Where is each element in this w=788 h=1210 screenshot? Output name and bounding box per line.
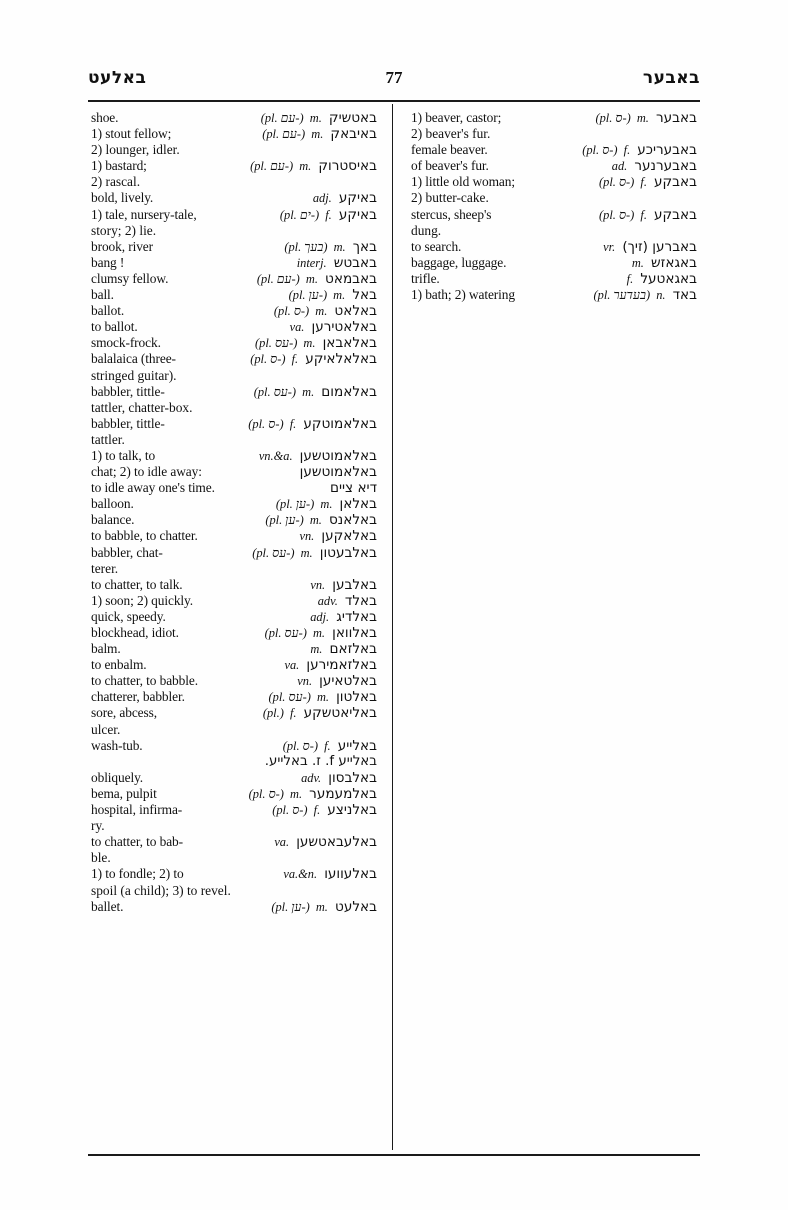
dictionary-entry <box>91 512 377 528</box>
entry-continuation: story; 2) lie. <box>91 222 157 238</box>
entry-headword-group <box>261 110 377 126</box>
entry-headword-group <box>310 577 377 593</box>
dictionary-entry <box>91 738 377 754</box>
entry-part-of-speech: f. <box>640 175 651 190</box>
entry-definition: to ballot. <box>91 319 138 335</box>
entry-definition: balloon. <box>91 496 134 512</box>
dictionary-entry <box>91 705 377 721</box>
entry-definition: wash-tub. <box>91 737 143 753</box>
entry-plural-note: (pl. ען-) <box>271 899 313 914</box>
entry-headword-group <box>265 512 377 528</box>
entry-part-of-speech: va. <box>289 320 308 335</box>
entry-plural-note: (pl. ס-) <box>272 803 311 818</box>
entry-headword-hebrew: באלאמום <box>321 383 377 400</box>
dictionary-entry <box>91 625 377 641</box>
dictionary-entry <box>91 673 377 689</box>
header-left-headword: באלעט <box>88 68 147 88</box>
entry-headword-group <box>284 657 377 673</box>
entry-headword-hebrew: באך <box>352 238 377 255</box>
entry-part-of-speech: va. <box>284 658 303 673</box>
entry-definition: sore, abcess, <box>91 705 157 721</box>
entry-part-of-speech: vr. <box>603 239 619 254</box>
entry-definition: female beaver. <box>411 142 488 158</box>
entry-headword-group <box>269 689 377 705</box>
entry-headword-hebrew: באבקע <box>654 174 697 191</box>
page-number: 77 <box>385 68 403 87</box>
entry-part-of-speech: m. <box>311 127 327 142</box>
entry-definition: to babble, to chatter. <box>91 528 198 544</box>
entry-part-of-speech: m. <box>303 336 319 351</box>
entry-part-of-speech: n. <box>656 288 669 303</box>
entry-definition: blockhead, idiot. <box>91 625 179 640</box>
entry-part-of-speech: m. <box>299 159 315 174</box>
entry-headword-group <box>271 899 377 915</box>
entry-headword-group <box>289 287 377 303</box>
entry-part-of-speech: f. <box>289 416 300 431</box>
dictionary-entry <box>91 384 377 400</box>
entry-part-of-speech: f. <box>640 207 651 222</box>
entry-continuation: tattler. <box>91 431 125 447</box>
entry-headword-hebrew: באלוואן <box>332 625 377 641</box>
entry-headword-hebrew: באלמעמער <box>309 785 377 802</box>
dictionary-entry <box>91 689 377 705</box>
dictionary-entry <box>91 190 377 206</box>
entry-headword-hebrew: באלייע <box>337 737 377 754</box>
dictionary-entry <box>91 255 377 271</box>
right-column <box>408 110 700 1150</box>
entry-headword-group <box>276 496 377 512</box>
entry-plural-note: (pl. ים-) <box>279 207 323 222</box>
entry-headword-group <box>297 673 377 689</box>
entry-continuation: 2) lounger, idler. <box>91 142 180 158</box>
dictionary-entry <box>91 866 377 882</box>
dictionary-entry <box>91 593 377 609</box>
entry-definition: ball. <box>91 287 114 303</box>
entry-headword-hebrew: באלזאם <box>329 641 377 658</box>
entry-part-of-speech: adj. <box>312 191 335 206</box>
dictionary-entry <box>411 239 697 255</box>
top-rule <box>88 100 700 102</box>
entry-headword-hebrew: באלעבאטשען <box>296 834 377 851</box>
entry-part-of-speech: m. <box>315 304 331 319</box>
entry-part-of-speech: m. <box>300 545 316 560</box>
entry-part-of-speech: m. <box>290 786 306 801</box>
entry-definition: bema, pulpit <box>91 785 157 801</box>
entry-part-of-speech: ad. <box>611 159 631 174</box>
entry-part-of-speech: f. <box>313 803 324 818</box>
entry-headword-group <box>272 802 377 818</box>
dictionary-entry <box>91 271 377 287</box>
entry-part-of-speech: adv. <box>317 593 341 608</box>
entry-part-of-speech: f. <box>324 738 334 753</box>
entry-part-of-speech: m. <box>333 239 349 254</box>
entry-headword-group <box>310 641 377 657</box>
header-right-headword: באבער <box>642 68 700 88</box>
entry-headword-hebrew: באלאמוטשען <box>299 464 377 481</box>
entry-part-of-speech: m. <box>302 384 318 399</box>
entry-headword-group <box>301 770 377 786</box>
page-header <box>88 68 700 94</box>
entry-headword-hebrew: באברען (זיך) <box>622 238 697 255</box>
entry-part-of-speech: vn. <box>297 674 316 689</box>
entry-headword-hebrew: באלניצע <box>327 802 377 819</box>
entry-headword-group <box>299 528 377 544</box>
entry-definition: to chatter, to bab- <box>91 834 184 850</box>
entry-headword-hebrew: באלעוועו <box>324 866 377 883</box>
entry-definition: 1) bastard; <box>91 158 147 174</box>
entry-headword-hebrew: באבקע <box>654 206 697 223</box>
entry-definition: baggage, luggage. <box>411 254 507 270</box>
entry-continuation: stringed guitar). <box>91 367 177 383</box>
entry-definition: quick, speedy. <box>91 608 166 624</box>
entry-headword-group <box>326 480 377 496</box>
entry-definition: smock-frock. <box>91 335 161 351</box>
entry-definition: babbler, chat- <box>91 544 163 560</box>
entry-headword-hebrew: באבער <box>656 110 697 126</box>
entry-headword-group <box>274 834 377 850</box>
entry-continuation: terer. <box>91 560 119 576</box>
entry-continuation: ble. <box>91 850 111 866</box>
entry-definition: stercus, sheep's <box>411 206 492 222</box>
dictionary-entry <box>91 448 377 464</box>
entry-headword-group <box>603 239 697 255</box>
entry-definition: shoe. <box>91 110 119 125</box>
entry-headword-hebrew: באיסטרוק <box>318 158 377 175</box>
entry-headword-group <box>250 158 377 174</box>
entry-continuation: ulcer. <box>91 721 121 737</box>
entry-headword-hebrew: באלבעטון <box>319 544 377 561</box>
entry-headword-hebrew: באלאקען <box>321 528 377 545</box>
entry-part-of-speech: f. <box>325 207 335 222</box>
entry-definition: bang ! <box>91 254 125 270</box>
entry-part-of-speech: m. <box>312 626 329 640</box>
entry-headword-hebrew: באלאטירען <box>311 319 377 336</box>
entry-headword-hebrew: באלטון <box>336 689 377 706</box>
entry-part-of-speech: adv. <box>301 770 325 785</box>
entry-plural-note: (pl. ס-) <box>599 207 638 222</box>
columns-container <box>88 110 700 1150</box>
bottom-rule <box>88 1154 700 1156</box>
entry-plural-note: (pl. עם-) <box>260 111 307 125</box>
entry-plural-note: (pl. עס-) <box>253 384 300 399</box>
entry-plural-note: (pl. עם-) <box>256 271 303 286</box>
entry-part-of-speech: vn. <box>299 529 318 544</box>
entry-headword-hebrew: באבטש <box>333 254 377 271</box>
cross-reference-line: באלייע f. ז. באלייע. <box>264 753 377 769</box>
entry-headword-hebrew: באלטאיען <box>319 673 377 690</box>
entry-headword-group <box>582 142 697 158</box>
entry-plural-note: (pl. ס-) <box>273 304 313 319</box>
entry-headword-hebrew: באלעט <box>335 898 377 915</box>
entry-headword-hebrew: באד <box>672 287 697 304</box>
entry-headword-group <box>284 239 377 255</box>
entry-definition: brook, river <box>91 238 154 254</box>
entry-definition: to enbalm. <box>91 657 147 673</box>
entry-headword-hebrew: באלדיג <box>336 608 377 625</box>
entry-definition: babbler, tittle- <box>91 383 165 399</box>
entry-continuation: dung. <box>411 222 442 238</box>
entry-plural-note: (pl. ס-) <box>250 352 289 367</box>
entry-definition: ballet. <box>91 898 124 914</box>
entry-headword-group <box>283 866 377 882</box>
entry-headword-hebrew: באל <box>352 287 377 304</box>
dictionary-entry <box>91 351 377 367</box>
entry-headword-group <box>262 126 377 142</box>
entry-plural-note: (pl. ס-) <box>595 111 634 125</box>
entry-part-of-speech: m. <box>333 288 349 303</box>
entry-continuation: tattler, chatter-box. <box>91 399 193 415</box>
dictionary-entry <box>91 416 377 432</box>
entry-part-of-speech: m. <box>309 111 325 125</box>
entry-headword-hebrew: באגאטעל <box>640 270 697 287</box>
entry-part-of-speech: f. <box>623 143 634 158</box>
entry-definition: to chatter, to talk. <box>91 576 183 592</box>
entry-definition: balance. <box>91 512 135 528</box>
entry-headword-group <box>599 207 697 223</box>
dictionary-entry <box>411 207 697 223</box>
entry-continuation: 2) rascal. <box>91 174 141 190</box>
entry-definition: obliquely. <box>91 769 144 785</box>
dictionary-entry <box>91 786 377 802</box>
entry-plural-note: (pl. עס-) <box>264 626 310 640</box>
entry-plural-note: (pl.) <box>262 706 287 721</box>
entry-part-of-speech: vn. <box>310 577 329 592</box>
entry-headword-group <box>290 319 377 335</box>
entry-continuation: 2) butter-cake. <box>411 190 489 206</box>
entry-headword-group <box>599 174 697 190</box>
entry-headword-hebrew: באבמאט <box>325 270 377 287</box>
dictionary-entry <box>91 657 377 673</box>
entry-plural-note: (pl. עס-) <box>268 690 314 705</box>
entry-headword-hebrew: באלאמוטקע <box>303 415 377 432</box>
dictionary-entry <box>91 641 377 657</box>
entry-part-of-speech: m. <box>309 513 325 528</box>
dictionary-entry <box>411 158 697 174</box>
entry-plural-note: (pl. בעדער) <box>593 288 654 303</box>
entry-headword-group <box>318 593 377 609</box>
dictionary-entry <box>91 899 377 915</box>
entry-definition: balm. <box>91 641 121 657</box>
entry-plural-note: (pl. ען-) <box>275 497 318 512</box>
entry-definition: bold, lively. <box>91 190 154 206</box>
entry-headword-group <box>627 271 697 287</box>
entry-headword-group <box>594 287 697 303</box>
entry-part-of-speech: f. <box>291 352 302 367</box>
dictionary-entry <box>411 174 697 190</box>
dictionary-entry <box>411 110 697 126</box>
entry-plural-note: (pl. עם-) <box>262 127 309 142</box>
entry-headword-hebrew: באלבען <box>332 576 377 593</box>
entry-definition: to idle away one's time. <box>91 480 215 496</box>
entry-part-of-speech: m. <box>636 111 652 125</box>
entry-continuation: spoil (a child); 3) to revel. <box>91 882 231 898</box>
entry-definition: 1) beaver, castor; <box>411 110 502 125</box>
entry-plural-note: (pl. ס-) <box>248 786 287 801</box>
entry-part-of-speech: f. <box>626 271 637 286</box>
dictionary-entry <box>91 770 377 786</box>
entry-headword-hebrew: באגאזש <box>651 254 697 271</box>
entry-definition: to chatter, to babble. <box>91 673 198 689</box>
entry-plural-note: (pl. ס-) <box>248 416 287 431</box>
dictionary-entry <box>411 271 697 287</box>
dictionary-entry <box>91 834 377 850</box>
dictionary-entry <box>91 303 377 319</box>
dictionary-entry <box>91 528 377 544</box>
entry-headword-hebrew: באלבסון <box>328 769 377 786</box>
entry-headword-group <box>249 786 377 802</box>
dictionary-entry <box>91 126 377 142</box>
dictionary-entry <box>91 239 377 255</box>
dictionary-entry <box>91 609 377 625</box>
entry-headword-group <box>274 303 377 319</box>
entry-headword-group <box>250 351 377 367</box>
entry-continuation: ry. <box>91 818 105 834</box>
entry-definition: hospital, infirma- <box>91 802 183 818</box>
entry-plural-note: (pl. ס-) <box>599 175 638 190</box>
entry-headword-hebrew: באלאלאיקע <box>305 351 377 368</box>
entry-plural-note: (pl. עס-) <box>255 336 301 351</box>
entry-definition: to search. <box>411 238 462 254</box>
entry-part-of-speech: adj. <box>310 609 333 624</box>
entry-headword-group <box>255 335 377 351</box>
entry-definition: ballot. <box>91 303 125 319</box>
dictionary-entry <box>91 335 377 351</box>
entry-plural-note: (pl. ען-) <box>288 288 331 303</box>
entry-plural-note: (pl. עס-) <box>252 545 298 560</box>
entry-plural-note: (pl. בעך) <box>284 239 331 254</box>
entry-headword-hebrew: באלזאמירען <box>306 657 377 674</box>
dictionary-entry <box>91 464 377 480</box>
entry-headword-group <box>310 609 377 625</box>
entry-headword-hebrew: באיקע <box>338 206 377 223</box>
dictionary-entry <box>91 802 377 818</box>
entry-definition: 1) to talk, to <box>91 447 156 463</box>
left-column <box>88 110 380 1150</box>
entry-part-of-speech: va. <box>274 835 293 850</box>
entry-headword-hebrew: באבערנער <box>634 158 697 175</box>
entry-part-of-speech: m. <box>315 899 331 914</box>
dictionary-entry <box>91 287 377 303</box>
entry-part-of-speech: f. <box>289 706 300 721</box>
entry-headword-group <box>259 448 377 464</box>
entry-definition: 1) little old woman; <box>411 174 515 190</box>
dictionary-entry <box>91 319 377 335</box>
entry-headword-hebrew: באלאמוטשען <box>299 447 377 464</box>
entry-headword-hebrew: באלאן <box>339 496 377 513</box>
dictionary-entry <box>91 158 377 174</box>
dictionary-entry <box>91 207 377 223</box>
entry-definition: 1) tale, nursery-tale, <box>91 206 197 222</box>
dictionary-entry <box>91 480 377 496</box>
entry-definition: balalaica (three- <box>91 351 176 367</box>
entry-headword-hebrew: באיבאק <box>330 126 377 143</box>
entry-headword-group <box>263 705 377 721</box>
entry-part-of-speech: m. <box>305 271 322 286</box>
entry-definition: 1) stout fellow; <box>91 126 172 142</box>
entry-part-of-speech: m. <box>310 642 326 657</box>
entry-definition: chat; 2) to idle away: <box>91 464 202 480</box>
entry-definition: 1) to fondle; 2) to <box>91 866 184 882</box>
entry-headword-hebrew: באבעריכע <box>637 142 697 159</box>
entry-part-of-speech: vn.&a. <box>258 448 296 463</box>
dictionary-entry <box>91 110 377 126</box>
entry-definition: babbler, tittle- <box>91 415 165 431</box>
entry-headword-group <box>595 110 697 126</box>
entry-headword-hebrew: באלאט <box>334 303 377 320</box>
entry-headword-group <box>265 625 377 641</box>
entry-headword-hebrew: באלאנס <box>328 512 377 529</box>
entry-headword-hebrew: דיא ציים <box>329 480 377 497</box>
entry-definition: of beaver's fur. <box>411 158 489 174</box>
entry-plural-note: (pl. עם-) <box>250 159 297 174</box>
entry-headword-group <box>297 255 377 271</box>
entry-headword-group <box>283 738 377 754</box>
dictionary-entry <box>411 255 697 271</box>
dictionary-entry <box>91 496 377 512</box>
entry-part-of-speech: m. <box>320 497 336 512</box>
entry-headword-group <box>257 271 377 287</box>
entry-headword-group <box>313 190 377 206</box>
entry-plural-note: (pl. ס-) <box>582 143 621 158</box>
dictionary-entry <box>411 142 697 158</box>
entry-part-of-speech: interj. <box>296 255 330 270</box>
entry-definition: 1) soon; 2) quickly. <box>91 592 194 608</box>
dictionary-entry <box>411 287 697 303</box>
entry-headword-group <box>248 416 377 432</box>
entry-headword-group <box>632 255 697 271</box>
entry-definition: clumsy fellow. <box>91 270 169 286</box>
entry-headword-group <box>254 384 377 400</box>
entry-part-of-speech: m. <box>631 255 648 270</box>
entry-definition: chatterer, babbler. <box>91 689 185 705</box>
entry-continuation: 2) beaver's fur. <box>411 126 491 142</box>
entry-headword-hebrew: באטשיק <box>328 110 377 126</box>
entry-headword-group <box>252 545 377 561</box>
entry-part-of-speech: va.&n. <box>283 867 321 882</box>
dictionary-entry <box>91 577 377 593</box>
entry-headword-hebrew: באיקע <box>338 190 377 207</box>
entry-headword-hebrew: באלאבאן <box>322 335 377 352</box>
entry-headword-hebrew: באלד <box>344 592 377 609</box>
entry-headword-group <box>280 207 377 223</box>
entry-headword-group <box>296 464 377 480</box>
entry-definition: trifle. <box>411 270 440 286</box>
entry-plural-note: (pl. ס-) <box>282 738 322 753</box>
dictionary-entry <box>91 545 377 561</box>
entry-plural-note: (pl. ען-) <box>265 513 307 528</box>
entry-definition: 1) bath; 2) watering <box>411 287 515 303</box>
entry-headword-group <box>612 158 697 174</box>
entry-headword-hebrew: באליאטשקע <box>303 705 377 722</box>
entry-part-of-speech: m. <box>316 690 333 705</box>
